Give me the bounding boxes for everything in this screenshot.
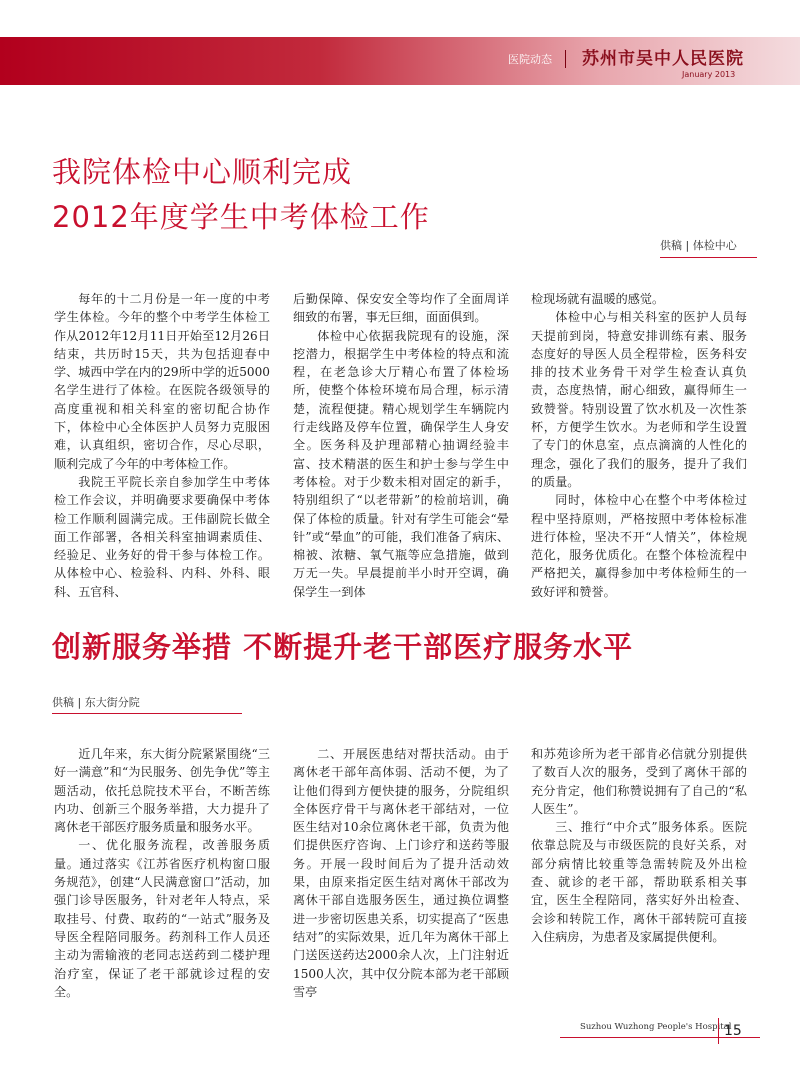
- paragraph: 和苏苑诊所为老干部肯必信就分别提供了数百人次的服务，受到了离休干部的充分肯定，他们称赞说拥有了自己的“私人医生”。: [531, 747, 747, 816]
- paragraph: 近几年来，东大街分院紧紧围绕“三好一满意”和“为民服务、创先争优”等主题活动，依托总院技术平台，不断苦练内功、创新三个服务举措，大力提升了离休老干部医疗服务质量和服务水平。: [54, 747, 270, 835]
- article1-title-line1: 我院体检中心顺利完成: [52, 155, 353, 189]
- article1-column-2: [293, 290, 509, 601]
- header-bar: [0, 37, 800, 85]
- article1-column-3: [531, 290, 747, 601]
- paragraph: 每年的十二月份是一年一度的中考学生体检。今年的整个中考学生体检工作从2012年12月11日开始至12月26日结束，共历时15天，共为包括迎春中学、城西中学在内的29所中学的近5000名学生进行了体检。在医院各级领导的高度重视和相关科室的密切配合协作下，体检中心全体医护人员努力克服困难，认真组织，密切合作，尽心尽职，顺利完成了今年的中考体检工作。: [54, 292, 270, 471]
- paragraph: 二、开展医患结对帮扶活动。由于离休老干部年高体弱、活动不便，为了让他们得到方便快捷的服务，分院组织全体医疗骨干与离休老干部结对，一位医生结对10余位离休老干部，负责为他们提供医疗咨询、上门诊疗和送药等服务。开展一段时间后为了提升活动效果，由原来指定医生结对离休干部改为离休干部自选服务医生，通过换位调整进一步密切医患关系，切实提高了“医患结对”的实际效果，近几年为离休干部上门送医送药达2000余人次，上门注射近1500人次，其中仅分院本部为老干部顾雪亭: [293, 747, 509, 999]
- article1-title-line2: 2012年度学生中考体检工作: [52, 200, 430, 234]
- journal-name: Suzhou Wuzhong People's Hospital: [580, 1022, 732, 1032]
- paragraph: 后勤保障、保安安全等均作了全面周详细致的布署，事无巨细，面面俱到。: [293, 292, 509, 325]
- paragraph: 检现场就有温暖的感觉。: [531, 292, 665, 306]
- article1-credit: 供稿 | 体检中心: [660, 239, 737, 252]
- article2-title: 创新服务举措 不断提升老干部医疗服务水平: [52, 630, 634, 664]
- header-divider: [565, 50, 566, 68]
- paragraph: 三、推行“中介式”服务体系。医院依靠总院及与市级医院的良好关系，对部分病情比较重等急需转院及外出检查、就诊的老干部，帮助联系相关事宜，医生全程陪同，落实好外出检查、会诊和转院工作，离休干部转院可直接入住病房，为患者及家属提供便利。: [531, 820, 747, 944]
- article2-column-3: [531, 745, 747, 946]
- paragraph: 体检中心依据我院现有的设施，深挖潜力，根据学生中考体检的特点和流程，在老急诊大厅精心布置了体检场所，使整个体检环境布局合理，标示清楚，流程便捷。精心规划学生车辆院内行走线路及停车位置，确保学生人身安全。医务科及护理部精心抽调经验丰富、技术精湛的医生和护士参与学生中考体检。对于少数未相对固定的新手，特别组织了“以老带新”的检前培训，确保了体检的质量。针对有学生可能会“晕针”或“晕血”的可能，我们准备了病床、棉被、浓糖、氧气瓶等应急措施，做到万无一失。早晨提前半小时开空调，确保学生一到体: [293, 328, 509, 599]
- paragraph: 同时，体检中心在整个中考体检过程中坚持原则，严格按照中考体检标准进行体检，坚决不开“人情关”，体检规范化，服务优质化。在整个体检流程中严格把关，赢得参加中考体检师生的一致好评和赞誉。: [531, 493, 747, 599]
- article2-credit-rule: [52, 713, 242, 714]
- paragraph: 我院王平院长亲自参加学生中考体检工作会议，并明确要求要确保中考体检工作顺利圆满完成。王伟副院长做全面工作部署，各相关科室抽调素质佳、经验足、业务好的骨干参与体检工作。从体检中心、检验科、内科、外科、眼科、五官科、: [54, 474, 270, 599]
- article2-column-1: [54, 745, 270, 1001]
- section-label: 医院动态: [508, 53, 552, 66]
- article2-credit: 供稿 | 东大街分院: [52, 696, 140, 709]
- paragraph: 体检中心与相关科室的医护人员每天提前到岗，特意安排训练有素、服务态度好的导医人员全程带检，医务科安排的技术业务骨干对学生检查认真负责，态度热情，耐心细致，赢得师生一致赞誉。特别设置了饮水机及一次性茶杯，方便学生饮水。为老师和学生设置了专门的休息室，点点滴滴的人性化的理念，强化了我们的服务，提升了我们的质量。: [531, 310, 747, 489]
- hospital-name: 苏州市吴中人民医院: [582, 49, 744, 69]
- article1-credit-rule: [660, 257, 757, 258]
- article2-column-2: [293, 745, 509, 1001]
- issue-month: January 2013: [682, 70, 736, 79]
- paragraph: 一、优化服务流程，改善服务质量。通过落实《江苏省医疗机构窗口服务规范》，创建“人民满意窗口”活动，加强门诊导医服务，针对老年人特点，采取挂号、付费、取药的“一站式”服务及导医全程陪同服务。药剂科工作人员还主动为需输液的老同志送药到二楼护理治疗室，保证了老干部就诊过程的安全。: [54, 838, 270, 999]
- page-number: 15: [724, 1023, 742, 1039]
- article1-column-1: [54, 290, 270, 601]
